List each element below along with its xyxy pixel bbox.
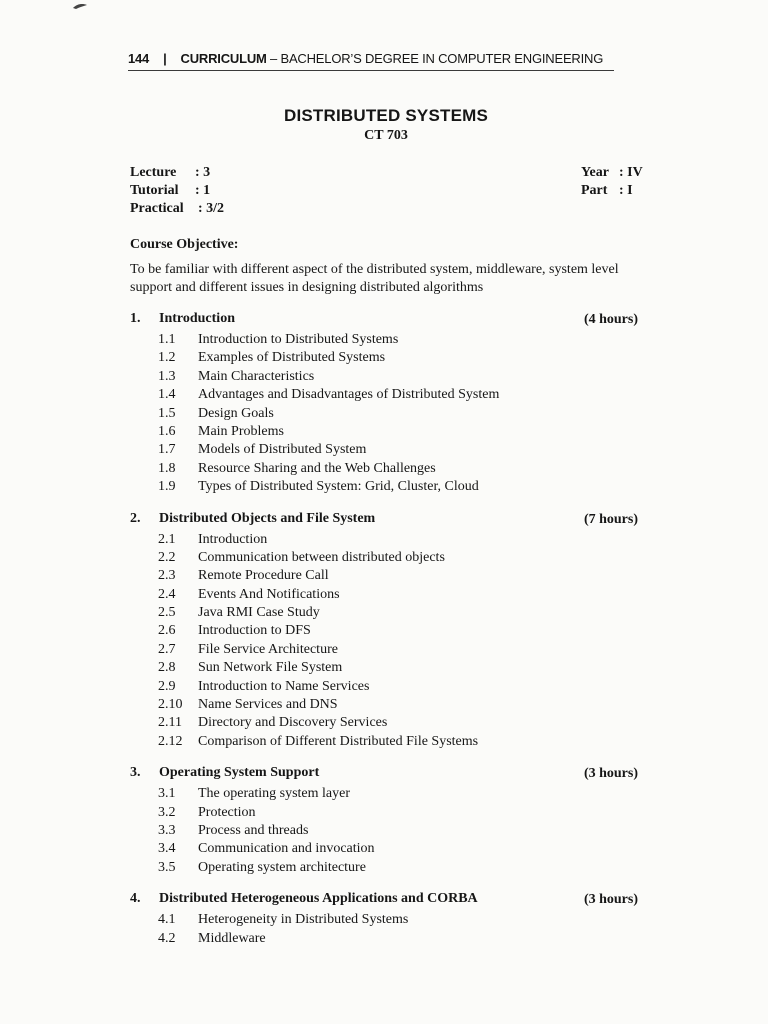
topic-item xyxy=(158,641,642,659)
topic-number: 2.10 xyxy=(158,697,183,713)
unit-heading xyxy=(130,765,642,785)
topic-text: Models of Distributed System xyxy=(198,442,367,458)
topic-item xyxy=(158,423,642,441)
unit-spacer xyxy=(130,877,642,891)
topic-number: 1.6 xyxy=(158,423,176,439)
topic-item xyxy=(158,460,642,478)
topic-item xyxy=(158,622,642,640)
unit-section xyxy=(130,311,642,511)
topic-text: Name Services and DNS xyxy=(198,697,338,713)
topic-number: 2.7 xyxy=(158,641,176,657)
unit-number: 1. xyxy=(130,311,141,326)
unit-number: 4. xyxy=(130,891,141,907)
credit-lecture xyxy=(130,164,224,182)
topic-item xyxy=(158,349,642,367)
header-separator: | xyxy=(163,51,167,66)
unit-hours: (3 hours) xyxy=(583,892,638,908)
topic-number: 2.3 xyxy=(158,568,176,584)
unit-title: Operating System Support xyxy=(159,765,320,781)
topic-text: File Service Architecture xyxy=(198,641,338,657)
credit-label: Tutorial xyxy=(130,183,179,198)
topic-number: 1.4 xyxy=(158,387,176,403)
topic-text: Design Goals xyxy=(198,405,274,421)
topic-text: Sun Network File System xyxy=(198,660,343,676)
topic-item xyxy=(158,678,642,696)
credit-year xyxy=(581,164,643,182)
topic-number: 1.7 xyxy=(158,442,176,458)
objective-text: To be familiar with different aspect of the distributed system, middleware, system level support and different issues in designing distributed algorithms xyxy=(130,262,619,295)
topic-text: Types of Distributed System: Grid, Cluster, Cloud xyxy=(198,479,479,495)
topic-item xyxy=(158,478,642,496)
topic-number: 2.12 xyxy=(158,733,183,749)
topic-item xyxy=(158,733,642,751)
topic-item xyxy=(158,785,642,803)
credit-value: : 3 xyxy=(195,165,211,180)
topic-item xyxy=(158,386,642,404)
topic-item xyxy=(158,714,642,732)
topic-number: 1.5 xyxy=(158,405,176,421)
topic-item xyxy=(158,331,642,349)
topic-text: Communication between distributed objects xyxy=(198,549,445,565)
topic-item xyxy=(158,549,642,567)
topic-number: 1.8 xyxy=(158,460,176,476)
scan-smudge-icon xyxy=(72,2,94,10)
topic-text: Heterogeneity in Distributed Systems xyxy=(198,912,409,928)
topic-item xyxy=(158,604,642,622)
unit-spacer xyxy=(130,751,642,765)
course-title-block xyxy=(0,106,768,144)
topic-item xyxy=(158,567,642,585)
running-header xyxy=(128,51,616,66)
topic-text: Introduction xyxy=(198,531,268,547)
unit-number: 2. xyxy=(130,510,141,526)
topic-number: 4.2 xyxy=(158,930,176,946)
credit-value: : 3/2 xyxy=(198,201,225,216)
unit-section xyxy=(130,511,642,766)
topic-item xyxy=(158,368,642,386)
topic-number: 3.5 xyxy=(158,859,176,875)
topic-number: 1.1 xyxy=(158,332,176,347)
topic-text: Introduction to Distributed Systems xyxy=(198,332,399,347)
topic-number: 2.8 xyxy=(158,660,176,676)
header-subtitle: – BACHELOR’S DEGREE IN COMPUTER ENGINEERING xyxy=(266,51,604,66)
topic-item xyxy=(158,531,642,549)
topic-item xyxy=(158,659,642,677)
topic-number: 2.9 xyxy=(158,678,176,694)
credit-label: Lecture xyxy=(130,165,177,180)
topic-text: Directory and Discovery Services xyxy=(198,715,388,731)
topic-text: Introduction to Name Services xyxy=(198,678,370,694)
course-code: CT 703 xyxy=(364,128,408,143)
header-rule xyxy=(128,70,614,71)
topic-number: 1.9 xyxy=(158,479,176,495)
year-part-list xyxy=(581,164,643,200)
topic-number: 2.2 xyxy=(158,549,176,565)
topic-text: Protection xyxy=(198,804,256,820)
credit-value: : 1 xyxy=(195,183,211,198)
topic-number: 1.3 xyxy=(158,368,176,384)
topic-item xyxy=(158,804,642,822)
unit-title: Introduction xyxy=(159,311,235,326)
topic-item xyxy=(158,441,642,459)
topic-text: Main Problems xyxy=(198,423,284,439)
unit-hours: (7 hours) xyxy=(583,511,638,527)
credit-part xyxy=(581,182,643,200)
topic-list xyxy=(130,331,642,497)
topic-text: Remote Procedure Call xyxy=(198,568,329,584)
page-number: 144 xyxy=(128,51,150,66)
topic-text: Process and threads xyxy=(198,822,309,838)
topic-item xyxy=(158,586,642,604)
course-title: DISTRIBUTED SYSTEMS xyxy=(283,106,489,125)
topic-text: Comparison of Different Distributed File Systems xyxy=(198,733,479,749)
unit-number: 3. xyxy=(130,765,141,781)
topic-item xyxy=(158,822,642,840)
topic-number: 2.4 xyxy=(158,586,176,602)
topic-text: Java RMI Case Study xyxy=(198,605,320,621)
topic-text: Advantages and Disadvantages of Distributed System xyxy=(198,387,500,403)
topic-list xyxy=(130,911,642,948)
topic-text: Introduction to DFS xyxy=(198,623,311,639)
credit-label: Practical xyxy=(130,201,184,216)
unit-hours: (3 hours) xyxy=(583,766,638,782)
unit-heading xyxy=(130,311,642,331)
credit-hours-list xyxy=(130,164,224,218)
credit-label: Year xyxy=(581,165,609,180)
unit-title: Distributed Heterogeneous Applications and CORBA xyxy=(159,891,478,907)
topic-number: 3.4 xyxy=(158,841,176,857)
unit-list xyxy=(130,311,642,948)
topic-number: 3.2 xyxy=(158,804,176,820)
topic-text: Main Characteristics xyxy=(198,368,315,384)
unit-section xyxy=(130,765,642,891)
topic-text: Events And Notifications xyxy=(198,586,340,602)
topic-list xyxy=(130,785,642,877)
credit-label: Part xyxy=(581,183,608,198)
topic-item xyxy=(158,840,642,858)
unit-hours: (4 hours) xyxy=(583,312,638,327)
topic-text: Operating system architecture xyxy=(198,859,366,875)
topic-number: 3.1 xyxy=(158,786,176,802)
unit-title: Distributed Objects and File System xyxy=(159,510,376,526)
topic-number: 1.2 xyxy=(158,350,176,366)
topic-number: 2.11 xyxy=(158,715,182,731)
topic-text: Middleware xyxy=(198,930,266,946)
topic-number: 4.1 xyxy=(158,912,176,928)
unit-section xyxy=(130,891,642,948)
topic-item xyxy=(158,859,642,877)
credit-practical xyxy=(130,200,224,218)
topic-item xyxy=(158,930,642,948)
topic-text: Examples of Distributed Systems xyxy=(198,350,386,366)
topic-text: Resource Sharing and the Web Challenges xyxy=(198,460,436,476)
objective-heading: Course Objective: xyxy=(130,237,239,252)
topic-number: 3.3 xyxy=(158,822,176,838)
unit-heading xyxy=(130,511,642,531)
topic-list xyxy=(130,531,642,752)
topic-number: 2.6 xyxy=(158,623,176,639)
credit-value: : I xyxy=(619,183,633,198)
topic-item xyxy=(158,696,642,714)
topic-item xyxy=(158,405,642,423)
unit-spacer xyxy=(130,497,642,511)
topic-text: The operating system layer xyxy=(198,786,351,802)
header-section: CURRICULUM xyxy=(180,51,267,66)
credit-tutorial xyxy=(130,182,224,200)
topic-number: 2.5 xyxy=(158,605,176,621)
topic-number: 2.1 xyxy=(158,531,176,547)
credit-value: : IV xyxy=(619,165,643,180)
topic-text: Communication and invocation xyxy=(198,841,375,857)
unit-heading xyxy=(130,891,642,911)
topic-item xyxy=(158,911,642,929)
